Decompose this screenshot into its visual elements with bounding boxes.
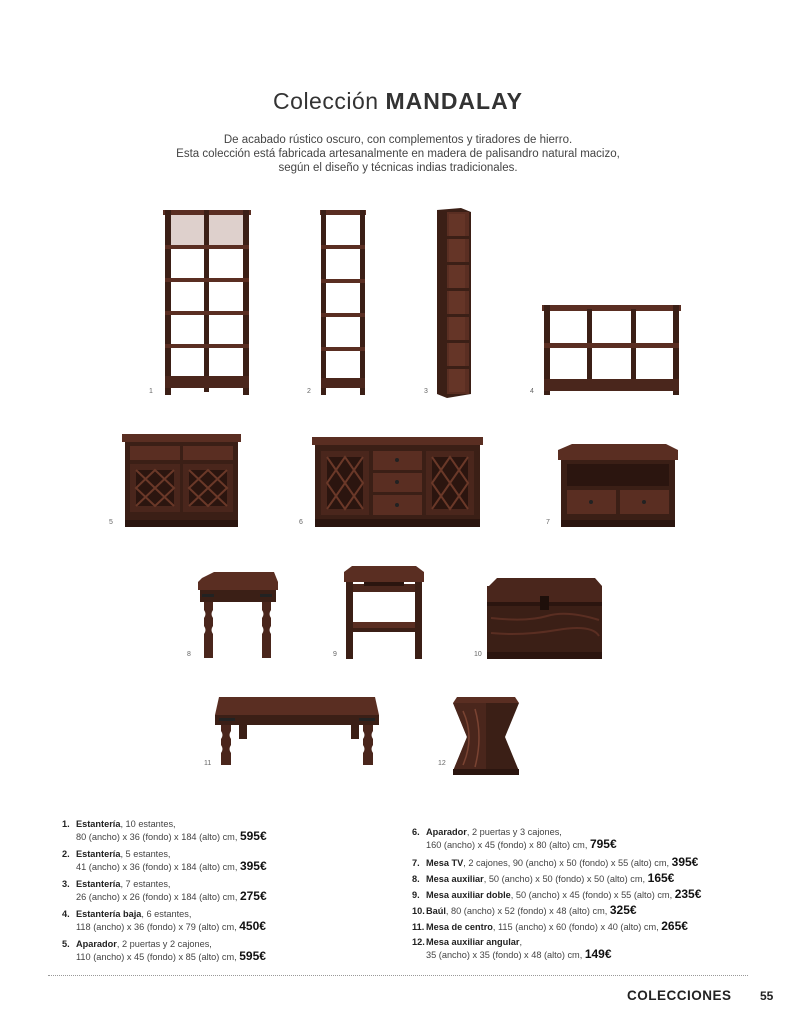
item-number: 11.	[412, 922, 425, 932]
item-price: 235€	[674, 887, 702, 901]
item-desc: , 115 (ancho) x 60 (fondo) x 40 (alto) cm,	[492, 922, 659, 932]
item-price: 149€	[584, 947, 612, 961]
list-item	[62, 938, 267, 963]
footer-divider	[48, 975, 748, 976]
product-image-6[interactable]	[312, 437, 483, 527]
list-item	[62, 818, 267, 843]
list-item	[62, 848, 267, 873]
item-name: Aparador	[76, 939, 117, 949]
item-name: Aparador	[426, 827, 467, 837]
item-price: 325€	[609, 903, 637, 917]
list-item	[62, 908, 267, 933]
list-item	[412, 856, 701, 869]
item-desc: , 5 estantes,	[120, 849, 171, 859]
product-list-right	[412, 826, 701, 966]
item-desc: , 7 estantes,	[120, 879, 171, 889]
product-number: 12	[438, 760, 446, 767]
item-desc: , 80 (ancho) x 52 (fondo) x 48 (alto) cm,	[445, 906, 608, 916]
item-number: 7.	[412, 858, 420, 868]
intro-line: De acabado rústico oscuro, con complementos y tiradores de hierro.	[223, 134, 573, 146]
item-price: 265€	[661, 919, 688, 933]
item-number: 10.	[412, 906, 425, 916]
list-item	[412, 888, 701, 901]
product-image-11[interactable]	[215, 697, 379, 767]
item-desc: , 2 cajones, 90 (ancho) x 50 (fondo) x 55 (alto) cm,	[463, 858, 670, 868]
title-light: Colección	[273, 88, 379, 114]
item-desc: , 6 estantes,	[141, 909, 192, 919]
product-number: 1	[149, 388, 153, 395]
item-name: Mesa auxiliar	[426, 874, 484, 884]
product-image-8[interactable]	[198, 572, 278, 660]
product-image-5[interactable]	[122, 434, 241, 527]
item-name: Mesa auxiliar angular	[426, 937, 520, 947]
item-price: 595€	[239, 829, 267, 843]
title-bold: MANDALAY	[385, 88, 523, 114]
item-desc: , 2 puertas y 2 cajones,	[116, 939, 212, 949]
item-dims: 118 (ancho) x 36 (fondo) x 79 (alto) cm,	[76, 922, 237, 932]
item-number: 5.	[62, 939, 70, 949]
item-dims: 80 (ancho) x 36 (fondo) x 184 (alto) cm,	[76, 832, 238, 842]
product-image-12[interactable]	[453, 697, 519, 775]
item-name: Estantería	[76, 879, 121, 889]
product-image-2[interactable]	[320, 210, 366, 395]
item-number: 8.	[412, 874, 420, 884]
item-name: Mesa auxiliar doble	[426, 890, 511, 900]
product-image-3[interactable]	[437, 208, 471, 398]
list-item	[62, 878, 267, 903]
product-image-4[interactable]	[542, 305, 681, 395]
item-number: 12.	[412, 937, 425, 947]
item-desc: ,	[519, 937, 523, 947]
item-number: 3.	[62, 879, 70, 889]
item-number: 9.	[412, 890, 420, 900]
intro-line: Esta colección está fabricada artesanalmente en madera de palisandro natural macizo,	[176, 148, 620, 160]
item-number: 6.	[412, 827, 420, 837]
product-number: 9	[333, 651, 337, 658]
item-name: Mesa TV	[426, 858, 464, 868]
product-number: 6	[299, 519, 303, 526]
product-image-9[interactable]	[344, 566, 424, 659]
collection-intro	[100, 133, 696, 175]
list-item	[412, 936, 701, 961]
item-name: Estantería baja	[76, 909, 142, 919]
item-price: 450€	[239, 919, 266, 933]
item-dims: 26 (ancho) x 26 (fondo) x 184 (alto) cm,	[76, 892, 238, 902]
page-title	[0, 88, 796, 115]
item-desc: , 50 (ancho) x 50 (fondo) x 50 (alto) cm,	[483, 874, 646, 884]
item-price: 795€	[589, 837, 617, 851]
product-list-left	[62, 818, 267, 968]
item-number: 1.	[62, 819, 70, 829]
item-price: 275€	[239, 889, 267, 903]
product-number: 5	[109, 519, 113, 526]
list-item	[412, 904, 701, 917]
item-dims: 110 (ancho) x 45 (fondo) x 85 (alto) cm,	[76, 952, 237, 962]
item-number: 4.	[62, 909, 70, 919]
product-number: 3	[424, 388, 428, 395]
item-desc: , 50 (ancho) x 45 (fondo) x 55 (alto) cm,	[510, 890, 673, 900]
item-dims: 160 (ancho) x 45 (fondo) x 80 (alto) cm,	[426, 840, 588, 850]
product-image-10[interactable]	[487, 578, 602, 659]
footer-section-title: COLECCIONES	[627, 988, 732, 1003]
item-price: 395€	[671, 855, 699, 869]
product-number: 10	[474, 651, 482, 658]
page-number: 55	[760, 989, 774, 1003]
list-item	[412, 872, 701, 885]
item-name: Estantería	[76, 819, 121, 829]
item-dims: 35 (ancho) x 35 (fondo) x 48 (alto) cm,	[426, 950, 583, 960]
product-number: 8	[187, 651, 191, 658]
item-name: Mesa de centro	[426, 922, 493, 932]
item-desc: , 2 puertas y 3 cajones,	[466, 827, 562, 837]
item-price: 165€	[647, 871, 675, 885]
product-number: 2	[307, 388, 311, 395]
item-name: Baúl	[426, 906, 446, 916]
product-image-1[interactable]	[163, 210, 251, 395]
intro-line: según el diseño y técnicas indias tradicionales.	[278, 162, 518, 174]
item-number: 2.	[62, 849, 70, 859]
item-name: Estantería	[76, 849, 121, 859]
item-price: 595€	[239, 949, 266, 963]
product-number: 7	[546, 519, 550, 526]
item-desc: , 10 estantes,	[120, 819, 176, 829]
item-price: 395€	[239, 859, 267, 873]
product-number: 4	[530, 388, 534, 395]
list-item	[412, 826, 701, 851]
item-dims: 41 (ancho) x 36 (fondo) x 184 (alto) cm,	[76, 862, 238, 872]
product-number: 11	[204, 760, 212, 767]
list-item	[412, 920, 701, 933]
product-image-7[interactable]	[558, 444, 678, 527]
